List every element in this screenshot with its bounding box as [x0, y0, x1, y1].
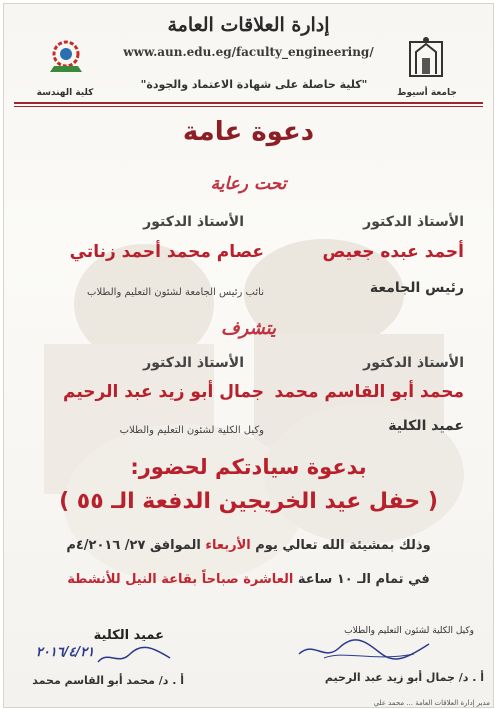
- host-2-honorific: الأستاذ الدكتور: [143, 355, 244, 371]
- under-patronage-label: تحت رعاية: [210, 174, 287, 194]
- patron-1-role: رئيس الجامعة: [369, 280, 464, 296]
- university-emblem-icon: [404, 34, 448, 84]
- host-2-name: جمال أبو زيد عبد الرحيم: [63, 382, 264, 402]
- header-divider: [14, 102, 483, 104]
- vice-dean-signature-title: وكيل الكلية لشئون التعليم والطلاب: [344, 626, 474, 636]
- invitation-call: بدعوة سيادتكم لحضور:: [130, 455, 367, 479]
- patron-1-name: أحمد عبده جعيص: [322, 242, 464, 262]
- faculty-logo-caption: كلية الهندسة: [36, 88, 94, 98]
- university-logo: [404, 34, 448, 84]
- university-logo-caption: جامعة أسيوط: [397, 88, 457, 98]
- time-prefix: في تمام الـ ١٠ ساعة: [297, 572, 430, 587]
- time-venue: العاشرة صباحاً بقاعة النيل للأنشطة: [67, 572, 294, 587]
- invitation-page: [3, 3, 494, 708]
- date-suffix: الموافق ٢٧/ ٤/٢٠١٦م: [66, 538, 201, 553]
- honored-label: يتشرف: [220, 318, 277, 339]
- faculty-url[interactable]: www.aun.edu.eg/faculty_engineering/: [123, 45, 374, 59]
- vice-dean-signature-name: أ . د/ جمال أبو زيد عبد الرحيم: [324, 671, 484, 684]
- host-2-role: وكيل الكلية لشئون التعليم والطلاب: [119, 425, 264, 436]
- event-time-line: [4, 572, 493, 587]
- header-divider-thin: [14, 106, 483, 107]
- invitation-title: دعوة عامة: [182, 117, 315, 147]
- accreditation-slogan: "كلية حاصلة على شهادة الاعتماد والجودة": [140, 78, 368, 91]
- patron-2-role: نائب رئيس الجامعة لشئون التعليم والطلاب: [87, 287, 264, 298]
- patron-1-honorific: الأستاذ الدكتور: [363, 214, 464, 230]
- dean-signature-title: عميد الكلية: [93, 628, 164, 643]
- faculty-logo: [36, 38, 96, 84]
- vice-dean-signature-scrawl: [294, 636, 434, 664]
- patron-2-name: عصام محمد أحمد زناتي: [69, 242, 264, 262]
- dean-signature-scrawl: [94, 644, 174, 670]
- host-1-role: عميد الكلية: [388, 418, 464, 434]
- event-date-line: [4, 538, 493, 553]
- host-1-honorific: الأستاذ الدكتور: [363, 355, 464, 371]
- handwritten-date: ٢٠١٦/٤/٢١: [35, 645, 95, 660]
- footer-note: مدير إدارة العلاقات العامة ... محمد علي: [373, 699, 490, 707]
- gear-emblem-icon: [36, 38, 96, 84]
- dean-signature-name: أ . د/ محمد أبو القاسم محمد: [32, 674, 184, 687]
- patron-2-honorific: الأستاذ الدكتور: [143, 214, 244, 230]
- department-title: إدارة العلاقات العامة: [167, 14, 330, 36]
- date-prefix: وذلك بمشيئة الله تعالي يوم: [255, 538, 431, 553]
- event-weekday: الأربعاء: [205, 538, 251, 553]
- host-1-name: محمد أبو القاسم محمد: [274, 382, 464, 402]
- event-name: ( حفل عيد الخريجين الدفعة الـ ٥٥ ): [59, 489, 438, 514]
